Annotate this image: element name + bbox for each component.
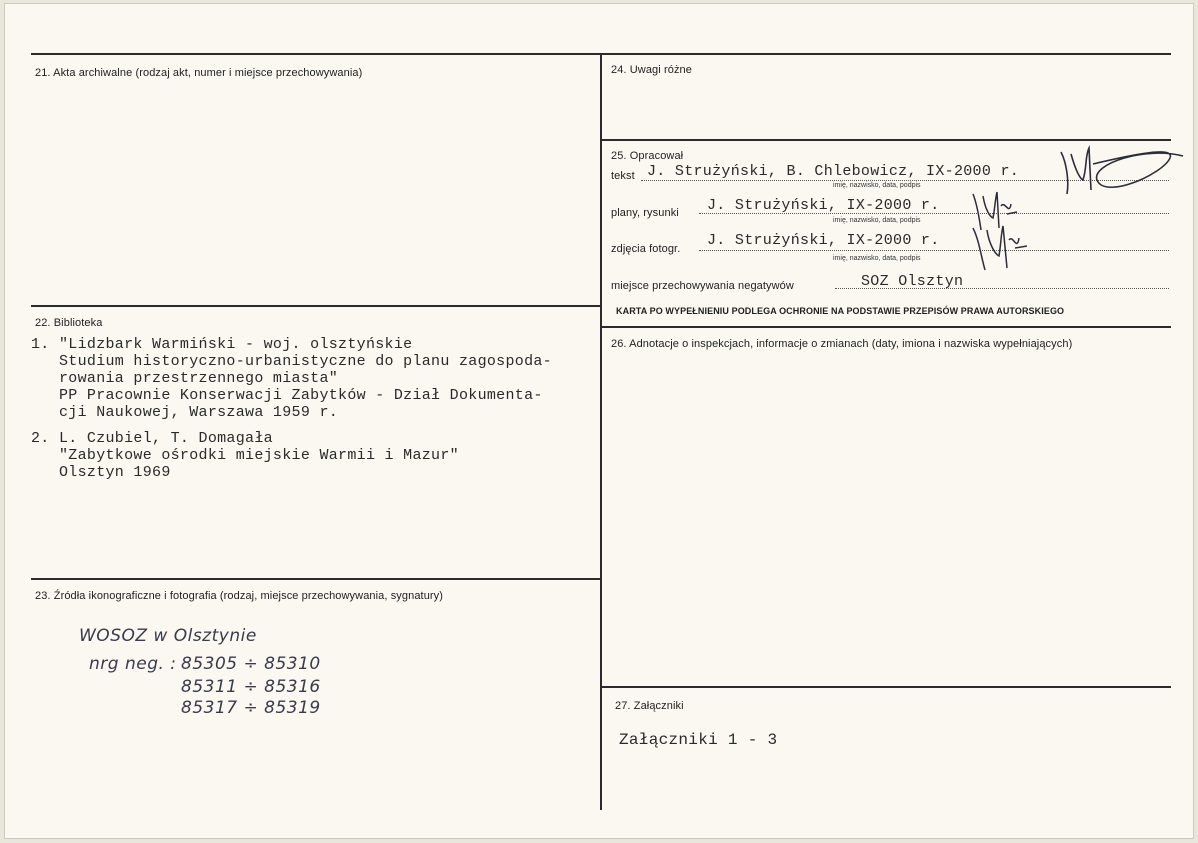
bib-entry-1-number: 1. <box>31 336 50 353</box>
author-plans-value: J. Strużyński, IX-2000 r. <box>707 197 940 214</box>
author-text-label: tekst <box>611 170 635 182</box>
author-plans-hint: imię, nazwisko, data, podpis <box>833 217 921 224</box>
rule-25-26 <box>601 326 1171 328</box>
bib-entry-1-line-4: PP Pracownie Konserwacji Zabytków - Dział Dokumenta- <box>59 387 543 404</box>
section-24-label: 24. Uwagi różne <box>611 64 692 76</box>
section-23-label: 23. Źródła ikonograficzne i fotografia (rodzaj, miejsce przechowywania, sygnatury) <box>35 590 444 602</box>
bib-entry-1-line-3: rowania przestrzennego miasta" <box>59 370 339 387</box>
signature-text <box>1045 134 1185 204</box>
author-photos-line <box>699 250 1169 251</box>
bib-entry-1-line-1: "Lidzbark Warmiński - woj. olsztyńskie <box>59 336 413 353</box>
author-photos-label: zdjęcia fotogr. <box>611 243 681 255</box>
bib-entry-2-number: 2. <box>31 430 50 447</box>
handwritten-neg-prefix: nrg neg. : <box>89 654 177 674</box>
author-photos-hint: imię, nazwisko, data, podpis <box>833 255 921 262</box>
rule-22-23 <box>31 578 601 580</box>
negatives-label: miejsce przechowywania negatywów <box>611 280 794 292</box>
section-25-label: 25. Opracował <box>611 150 684 162</box>
copyright-notice: KARTA PO WYPEŁNIENIU PODLEGA OCHRONIE NA PODSTAWIE PRZEPISÓW PRAWA AUTORSKIEGO <box>616 306 1065 316</box>
section-21-label: 21. Akta archiwalne (rodzaj akt, numer i miejsce przechowywania) <box>35 67 363 79</box>
bib-entry-2-line-2: "Zabytkowe ośrodki miejskie Warmii i Mazur" <box>59 447 459 464</box>
author-text-hint: imię, nazwisko, data, podpis <box>833 182 921 189</box>
rule-26-27 <box>601 686 1171 688</box>
signature-photos <box>967 218 1037 278</box>
handwritten-range-1: 85305 ÷ 85310 <box>181 654 321 674</box>
negatives-value: SOZ Olsztyn <box>861 273 964 290</box>
section-22-label: 22. Biblioteka <box>35 317 103 329</box>
bib-entry-1-line-2: Studium historyczno-urbanistyczne do planu zagospoda- <box>59 353 552 370</box>
bib-entry-2-line-1: L. Czubiel, T. Domagała <box>59 430 273 447</box>
attachments-value: Załączniki 1 - 3 <box>619 731 778 749</box>
handwritten-range-3: 85317 ÷ 85319 <box>181 698 321 718</box>
record-card <box>4 3 1194 839</box>
author-photos-value: J. Strużyński, IX-2000 r. <box>707 232 940 249</box>
bib-entry-1-line-5: cji Naukowej, Warszawa 1959 r. <box>59 404 339 421</box>
bib-entry-2-line-3: Olsztyn 1969 <box>59 464 171 481</box>
section-27-label: 27. Załączniki <box>615 700 684 712</box>
section-26-label: 26. Adnotacje o inspekcjach, informacje o zmianach (daty, imiona i nazwiska wypełniających) <box>611 338 1073 350</box>
rule-21-22 <box>31 305 601 307</box>
author-text-value: J. Strużyński, B. Chlebowicz, IX-2000 r. <box>647 163 1020 180</box>
author-plans-label: plany, rysunki <box>611 207 679 219</box>
handwritten-range-2: 85311 ÷ 85316 <box>181 677 321 697</box>
center-divider <box>600 53 602 810</box>
handwritten-place: WOSOZ w Olsztynie <box>79 626 257 646</box>
